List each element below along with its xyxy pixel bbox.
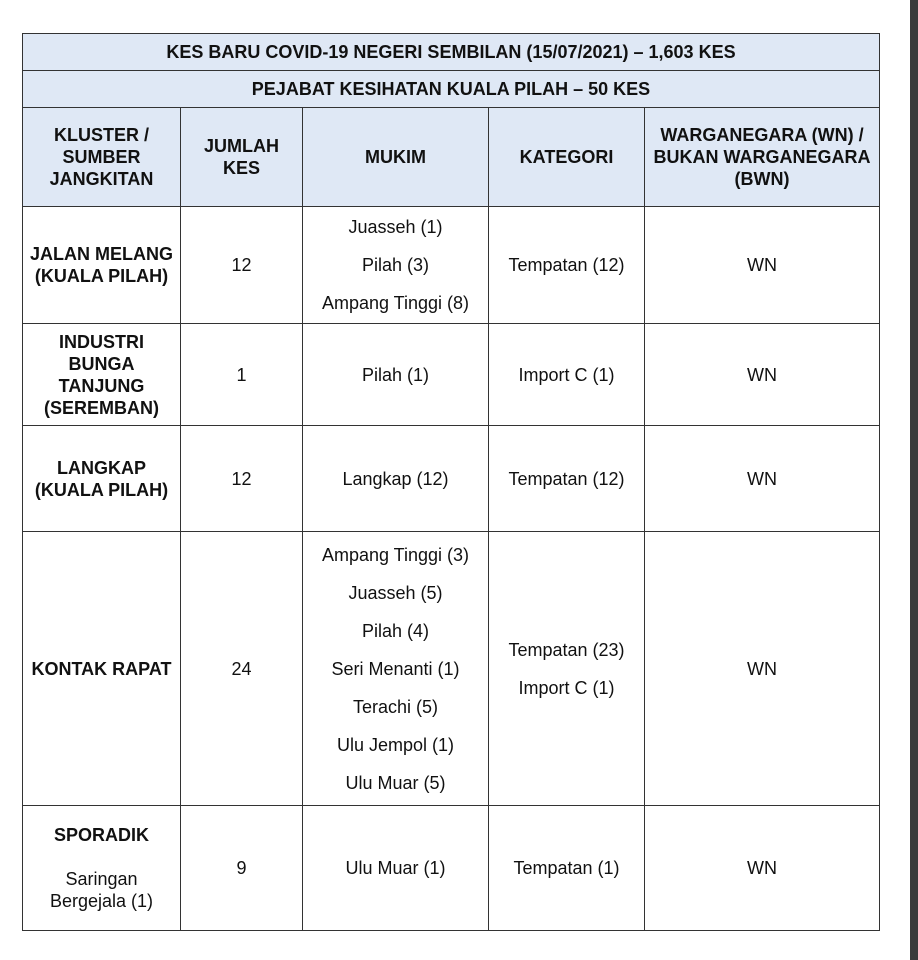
category-item: Tempatan (12) [508, 468, 625, 489]
category-cell [489, 532, 645, 806]
header-category: KATEGORI [489, 108, 645, 207]
table-row [23, 207, 880, 324]
table-title: KES BARU COVID-19 NEGERI SEMBILAN (15/07/2021) – 1,603 KES [23, 34, 880, 71]
case-count: 1 [181, 324, 303, 426]
mukim-list [303, 532, 489, 806]
mukim-item: Ulu Muar (1) [345, 858, 446, 878]
citizenship-cell: WN [645, 324, 880, 426]
case-count: 12 [181, 426, 303, 532]
mukim-item: Ulu Muar (5) [345, 772, 446, 793]
case-count: 12 [181, 207, 303, 324]
category-item: Import C (1) [518, 364, 615, 385]
table-row [23, 532, 880, 806]
mukim-item: Terachi (5) [352, 696, 439, 717]
citizenship-cell: WN [645, 532, 880, 806]
category-cell [489, 207, 645, 324]
citizenship-cell: WN [645, 806, 880, 931]
cluster-cell [23, 806, 181, 931]
table-row [23, 806, 880, 931]
category-cell [489, 806, 645, 931]
mukim-list [303, 324, 489, 426]
citizenship-cell: WN [645, 207, 880, 324]
table-row [23, 426, 880, 532]
category-item: Tempatan (12) [508, 255, 625, 275]
mukim-item: Pilah (3) [361, 255, 430, 275]
mukim-item: Langkap (12) [342, 468, 449, 489]
cluster-name: KONTAK RAPAT [23, 532, 181, 806]
header-cases: JUMLAH KES [181, 108, 303, 207]
header-mukim: MUKIM [303, 108, 489, 207]
mukim-item: Ulu Jempol (1) [336, 734, 455, 755]
case-count: 24 [181, 532, 303, 806]
mukim-item: Pilah (1) [361, 364, 430, 385]
table-subtitle: PEJABAT KESIHATAN KUALA PILAH – 50 KES [23, 71, 880, 108]
mukim-list [303, 207, 489, 324]
citizenship-cell: WN [645, 426, 880, 532]
header-cluster: KLUSTER / SUMBER JANGKITAN [23, 108, 181, 207]
cluster-name: JALAN MELANG (KUALA PILAH) [23, 207, 181, 324]
window-edge [910, 0, 918, 960]
category-cell [489, 324, 645, 426]
cluster-name: LANGKAP (KUALA PILAH) [23, 426, 181, 532]
mukim-item: Seri Menanti (1) [331, 658, 460, 679]
category-item: Tempatan (1) [513, 858, 620, 878]
header-citizenship: WARGANEGARA (WN) / BUKAN WARGANEGARA (BWN) [645, 108, 880, 207]
cluster-subnote: Saringan Bergejala (1) [49, 869, 154, 911]
cluster-name: SPORADIK [53, 825, 149, 845]
mukim-item: Ampang Tinggi (3) [321, 544, 470, 565]
mukim-list [303, 426, 489, 532]
mukim-item: Ampang Tinggi (8) [321, 293, 470, 313]
covid-cases-table [22, 33, 880, 931]
cluster-name: INDUSTRI BUNGA TANJUNG (SEREMBAN) [23, 324, 181, 426]
category-item: Import C (1) [518, 677, 615, 698]
category-cell [489, 426, 645, 532]
mukim-item: Pilah (4) [361, 620, 430, 641]
case-count: 9 [181, 806, 303, 931]
category-item: Tempatan (23) [508, 639, 625, 660]
mukim-list [303, 806, 489, 931]
table-row [23, 324, 880, 426]
mukim-item: Juasseh (1) [348, 217, 443, 237]
mukim-item: Juasseh (5) [348, 582, 443, 603]
